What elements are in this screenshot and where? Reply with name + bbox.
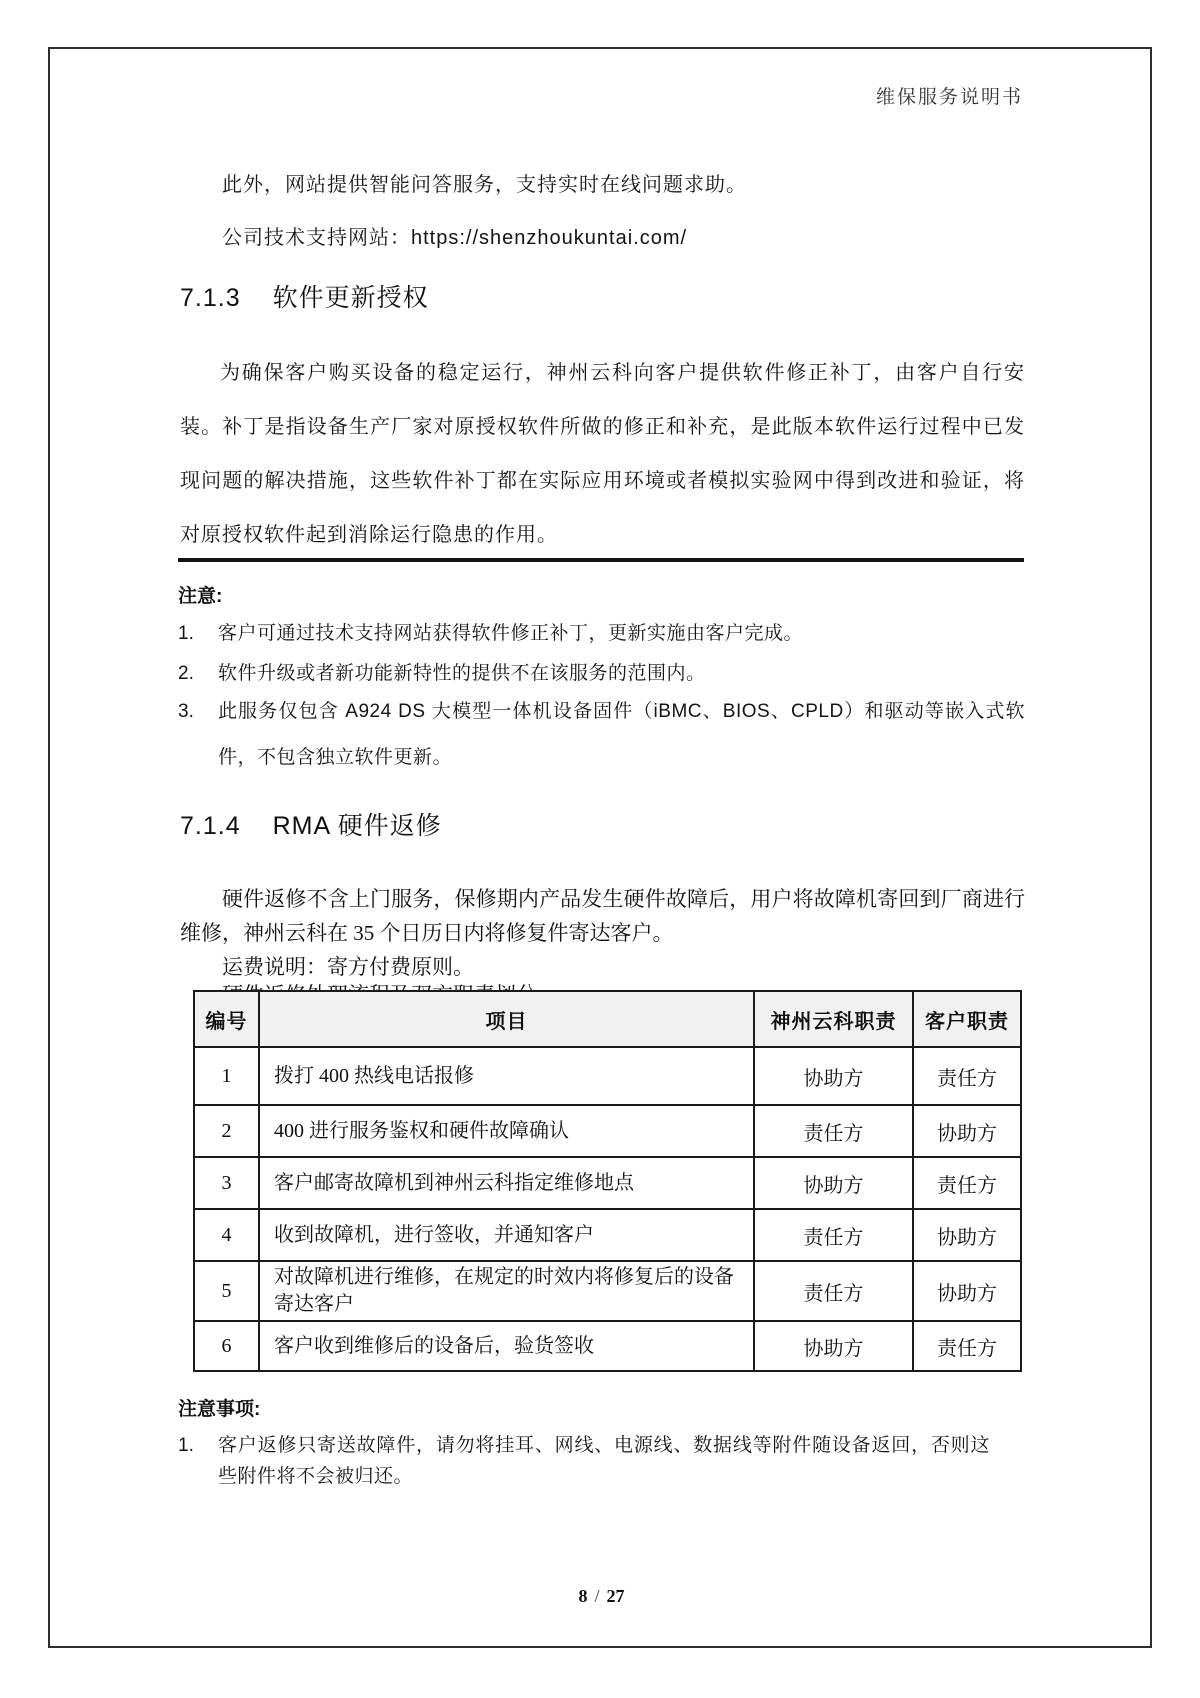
freight-note-line: 运费说明：寄方付费原则。: [222, 955, 474, 979]
cell-vendor-duty: 责任方: [754, 1105, 913, 1157]
section-heading-7-1-3: [180, 278, 429, 314]
cell-number: 5: [194, 1261, 259, 1321]
notice-item-text: 客户返修只寄送故障件，请勿将挂耳、网线、电源线、数据线等附件随设备返回，否则这些附件将不会被归还。: [218, 1435, 990, 1487]
section-title: RMA 硬件返修: [272, 812, 442, 840]
note-item-3: [178, 689, 1025, 781]
intro-paragraph: 此外，网站提供智能问答服务，支持实时在线问题求助。: [222, 174, 747, 196]
note-label: 注意:: [178, 586, 223, 607]
section-heading-7-1-4: [180, 806, 442, 842]
table-row: [194, 1047, 1021, 1105]
cell-item: 客户收到维修后的设备后，验货签收: [259, 1321, 754, 1371]
cell-vendor-duty: 责任方: [754, 1209, 913, 1261]
cell-customer-duty: 责任方: [913, 1321, 1021, 1371]
page-number-footer: [180, 1586, 1023, 1607]
cell-number: 6: [194, 1321, 259, 1371]
cell-item: 拨打 400 热线电话报修: [259, 1047, 754, 1105]
note-item-text: 软件升级或者新功能新特性的提供不在该服务的范围内。: [218, 663, 706, 684]
cell-customer-duty: 协助方: [913, 1105, 1021, 1157]
current-page-number: 8: [578, 1586, 588, 1606]
cell-vendor-duty: 协助方: [754, 1157, 913, 1209]
notice-label: 注意事项:: [178, 1399, 261, 1420]
note-item-text: 此服务仅包含 A924 DS 大模型一体机设备固件（iBMC、BIOS、CPLD）和驱动等嵌入式软件，不包含独立软件更新。: [218, 701, 1025, 768]
header-cell-item: 项目: [259, 991, 754, 1047]
header-cell-vendor-duty: 神州云科职责: [754, 991, 913, 1047]
cell-number: 4: [194, 1209, 259, 1261]
note-item-number: 3.: [178, 701, 194, 722]
cell-item: 400 进行服务鉴权和硬件故障确认: [259, 1105, 754, 1157]
table-row: [194, 1321, 1021, 1371]
table-row: [194, 1209, 1021, 1261]
cell-customer-duty: 协助方: [913, 1261, 1021, 1321]
cell-customer-duty: 责任方: [913, 1157, 1021, 1209]
cell-vendor-duty: 协助方: [754, 1321, 913, 1371]
running-header-title: 维保服务说明书: [875, 87, 1023, 108]
note-item-text: 客户可通过技术支持网站获得软件修正补丁，更新实施由客户完成。: [218, 623, 804, 644]
horizontal-rule: [178, 558, 1024, 562]
note-item-number: 2.: [178, 663, 194, 684]
notice-item-number: 1.: [178, 1435, 194, 1456]
cell-number: 3: [194, 1157, 259, 1209]
cell-number: 2: [194, 1105, 259, 1157]
cell-vendor-duty: 协助方: [754, 1047, 913, 1105]
cell-item: 对故障机进行维修，在规定的时效内将修复后的设备寄达客户: [259, 1261, 754, 1321]
section-7-1-4-body: 硬件返修不含上门服务，保修期内产品发生硬件故障后，用户将故障机寄回到厂商进行维修，神州云科在 35 个日历日内将修复件寄达客户。: [180, 887, 1025, 945]
rma-process-table: [193, 990, 1022, 1372]
cell-vendor-duty: 责任方: [754, 1261, 913, 1321]
cell-customer-duty: 协助方: [913, 1209, 1021, 1261]
table-row: [194, 1105, 1021, 1157]
page-number-separator: /: [594, 1586, 600, 1606]
section-title: 软件更新授权: [272, 284, 429, 312]
table-row: [194, 1157, 1021, 1209]
table-header-row: [194, 991, 1021, 1047]
section-number: 7.1.3: [180, 284, 241, 312]
cell-item: 收到故障机，进行签收，并通知客户: [259, 1209, 754, 1261]
cell-item: 客户邮寄故障机到神州云科指定维修地点: [259, 1157, 754, 1209]
header-cell-number: 编号: [194, 991, 259, 1047]
section-7-1-3-body: 为确保客户购买设备的稳定运行，神州云科向客户提供软件修正补丁，由客户自行安装。补丁是指设备生产厂家对原授权软件所做的修正和补充，是此版本软件运行过程中已发现问题的解决措施，这些软件补丁都在实际应用环境或者模拟实验网中得到改进和验证，将对原授权软件起到消除运行隐患的作用。: [180, 362, 1025, 546]
total-page-count: 27: [606, 1586, 625, 1606]
header-cell-customer-duty: 客户职责: [913, 991, 1021, 1047]
note-item-number: 1.: [178, 623, 194, 644]
table-row: [194, 1261, 1021, 1321]
notice-item-1: [178, 1430, 990, 1492]
section-number: 7.1.4: [180, 812, 241, 840]
support-website-line: 公司技术支持网站：https://shenzhoukuntai.com/: [222, 227, 688, 249]
cell-number: 1: [194, 1047, 259, 1105]
cell-customer-duty: 责任方: [913, 1047, 1021, 1105]
